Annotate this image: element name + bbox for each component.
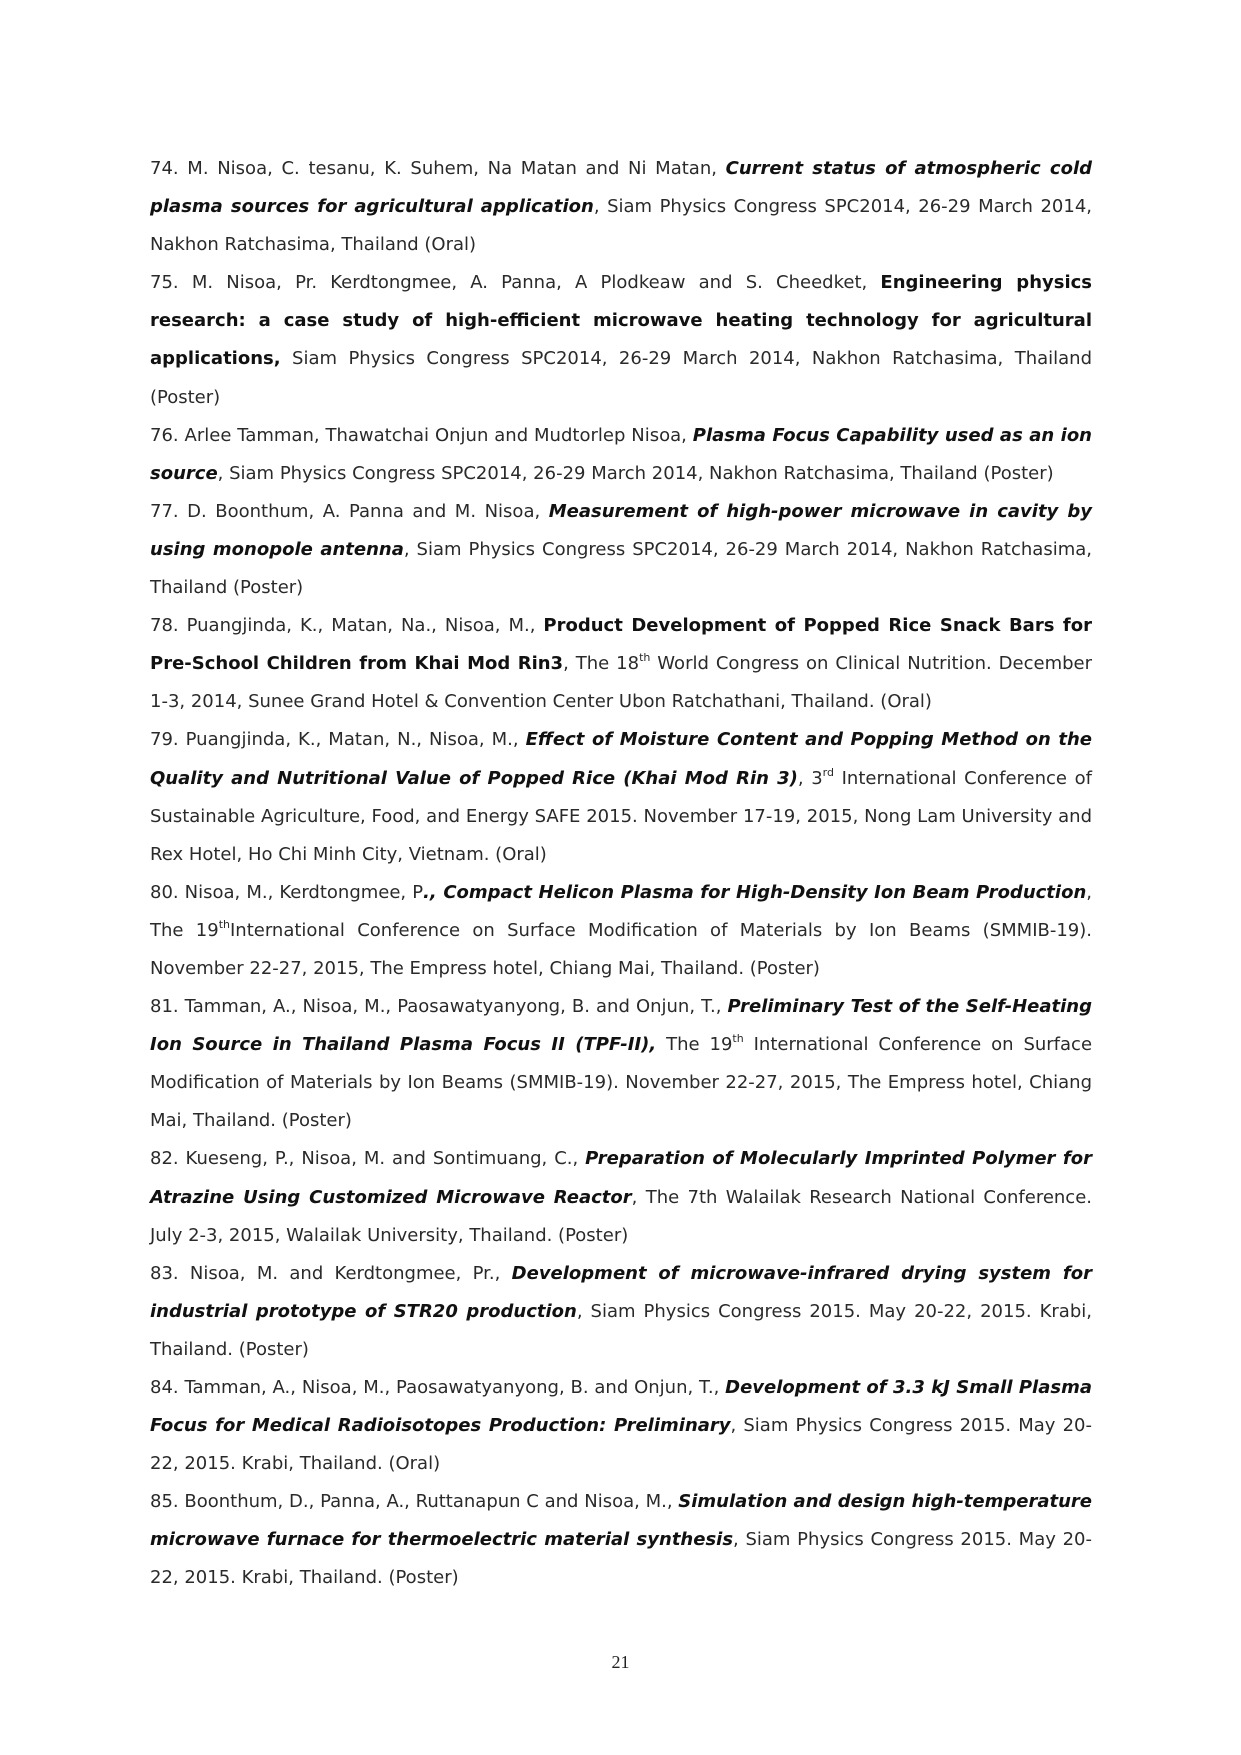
ordinal-superscript: rd (822, 765, 834, 779)
reference-entry-83 (150, 1255, 1092, 1369)
reference-title: Development of microwave-infrared drying system for industrial prototype of STR20 production (150, 1262, 1092, 1322)
reference-entry-77 (150, 493, 1092, 607)
reference-authors: 77. D. Boonthum, A. Panna and M. Nisoa, (150, 500, 549, 522)
reference-title: Plasma Focus Capability used as an ion source (150, 424, 1092, 484)
reference-title: Simulation and design high-temperature microwave furnace for thermoelectric material synthesis (150, 1491, 1092, 1551)
ordinal-superscript: th (218, 917, 230, 931)
reference-entry-74 (150, 150, 1092, 264)
reference-authors: 83. Nisoa, M. and Kerdtongmee, Pr., (150, 1262, 512, 1284)
reference-authors: 75. M. Nisoa, Pr. Kerdtongmee, A. Panna, A Plodkeaw and S. Cheedket, (150, 272, 881, 294)
reference-title: ., Compact Helicon Plasma for High-Density Ion Beam Production (423, 881, 1087, 903)
reference-venue-details: World Congress on Clinical Nutrition. December 1-3, 2014, Sunee Grand Hotel & Convention Center Ubon Ratchathani, Thailand. (Oral) (150, 653, 1093, 713)
reference-venue: , Siam Physics Congress 2015. May 20-22, 2015. Krabi, Thailand. (Poster) (150, 1300, 1092, 1360)
reference-entry-76 (150, 417, 1092, 493)
reference-venue-details: International Conference on Surface Modification of Materials by Ion Beams (SMMIB-19). November 22-27, 2015, The Empress hotel, Chiang Mai, Thailand. (Poster) (150, 1034, 1093, 1132)
reference-authors: 80. Nisoa, M., Kerdtongmee, P (150, 881, 424, 903)
ordinal-superscript: th (732, 1032, 744, 1046)
reference-entry-84 (150, 1369, 1092, 1483)
reference-title: Preparation of Molecularly Imprinted Polymer for Atrazine Using Customized Microwave Reactor (150, 1148, 1092, 1208)
reference-authors: 78. Puangjinda, K., Matan, Na., Nisoa, M., (150, 615, 544, 637)
reference-venue: , Siam Physics Congress SPC2014, 26-29 March 2014, Nakhon Ratchasima, Thailand (Poster) (217, 462, 1054, 484)
reference-venue: , 3 (797, 767, 823, 789)
reference-authors: 74. M. Nisoa, C. tesanu, K. Suhem, Na Matan and Ni Matan, (150, 158, 726, 179)
reference-entry-80 (150, 874, 1092, 988)
reference-title: Effect of Moisture Content and Popping Method on the Quality and Nutritional Value of Popped Rice (Khai Mod Rin 3) (150, 729, 1092, 789)
reference-venue-details: International Conference on Surface Modification of Materials by Ion Beams (SMMIB-19). November 22-27, 2015, The Empress hotel, Chiang Mai, Thailand. (Poster) (150, 919, 1092, 979)
reference-title: Product Development of Popped Rice Snack Bars for Pre-School Children from Khai Mod Rin3 (150, 615, 1093, 675)
reference-title: Development of 3.3 kJ Small Plasma Focus for Medical Radioisotopes Production: Preliminary (150, 1377, 1092, 1437)
reference-authors: 82. Kueseng, P., Nisoa, M. and Sontimuang, C., (150, 1148, 586, 1170)
reference-venue: Siam Physics Congress SPC2014, 26-29 March 2014, Nakhon Ratchasima, Thailand (Poster) (150, 348, 1092, 408)
reference-entry-78 (150, 607, 1092, 721)
reference-venue: , Siam Physics Congress 2015. May 20-22, 2015. Krabi, Thailand. (Oral) (150, 1415, 1092, 1475)
reference-venue: , The 18 (563, 653, 640, 675)
reference-title: Current status of atmospheric cold plasma sources for agricultural application (150, 158, 1092, 218)
ordinal-superscript: th (639, 651, 651, 665)
reference-venue-details: International Conference of Sustainable Agriculture, Food, and Energy SAFE 2015. November 17-19, 2015, Nong Lam University and Rex Hotel, Ho Chi Minh City, Vietnam. (Oral) (150, 767, 1092, 865)
reference-authors: 85. Boonthum, D., Panna, A., Ruttanapun C and Nisoa, M., (150, 1491, 679, 1513)
reference-entry-81 (150, 988, 1092, 1140)
reference-title: Engineering physics research: a case study of high-efficient microwave heating technology for agricultural applications, (150, 272, 1093, 370)
reference-authors: 76. Arlee Tamman, Thawatchai Onjun and Mudtorlep Nisoa, (150, 424, 693, 446)
page-number: 21 (611, 1652, 630, 1672)
reference-entry-75 (150, 264, 1092, 416)
reference-venue: The 19 (656, 1034, 733, 1056)
reference-entry-79 (150, 721, 1092, 873)
reference-authors: 81. Tamman, A., Nisoa, M., Paosawatyanyong, B. and Onjun, T., (150, 996, 728, 1018)
reference-title: Preliminary Test of the Self-Heating Ion Source in Thailand Plasma Focus II (TPF-II), (150, 996, 1092, 1056)
reference-venue: , Siam Physics Congress 2015. May 20-22, 2015. Krabi, Thailand. (Poster) (150, 1529, 1092, 1589)
reference-venue: , Siam Physics Congress SPC2014, 26-29 March 2014, Nakhon Ratchasima, Thailand (Oral) (150, 196, 1092, 256)
reference-entry-82 (150, 1140, 1092, 1254)
reference-list (150, 150, 1092, 1598)
reference-venue: , The 7th Walailak Research National Conference. July 2-3, 2015, Walailak University, Thailand. (Poster) (150, 1186, 1092, 1246)
reference-venue: , The 19 (150, 881, 1092, 941)
reference-authors: 84. Tamman, A., Nisoa, M., Paosawatyanyong, B. and Onjun, T., (150, 1377, 726, 1398)
reference-title: Measurement of high-power microwave in cavity by using monopole antenna (150, 500, 1092, 560)
reference-venue: , Siam Physics Congress SPC2014, 26-29 March 2014, Nakhon Ratchasima, Thailand (Poster) (150, 538, 1092, 599)
reference-authors: 79. Puangjinda, K., Matan, N., Nisoa, M., (150, 729, 526, 751)
reference-entry-85 (150, 1483, 1092, 1597)
